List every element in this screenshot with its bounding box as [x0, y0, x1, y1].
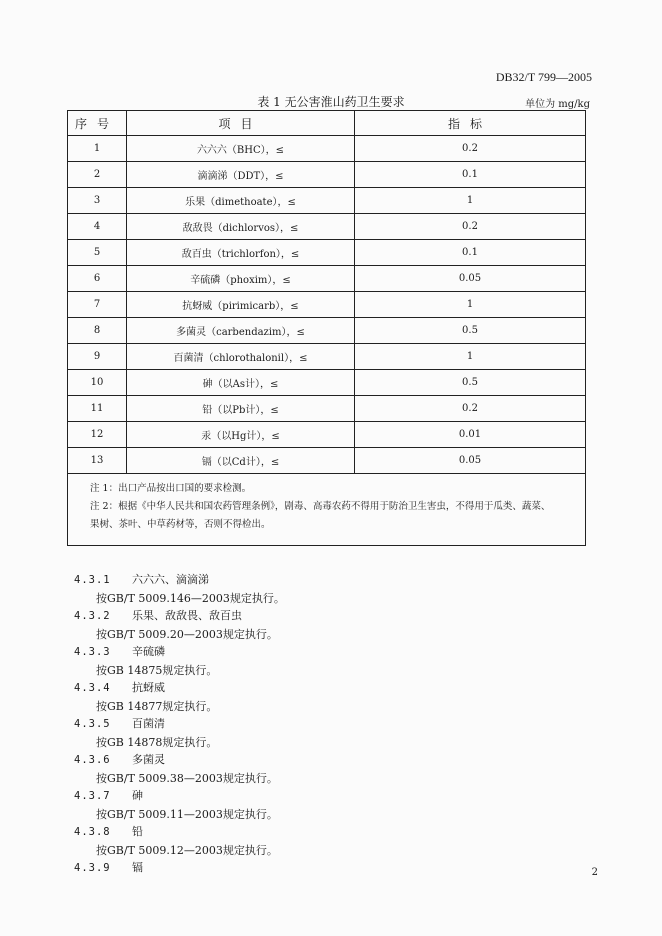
cell-limit: 1 — [355, 292, 586, 318]
unit-label: 单位为 mg/kg — [525, 99, 590, 110]
table-row — [68, 240, 586, 266]
cell-no: 12 — [68, 422, 127, 448]
section-heading — [74, 715, 285, 734]
section-body: 按GB/T 5009.20—2003规定执行。 — [96, 627, 278, 641]
table-title: 表 1 无公害淮山药卫生要求 — [257, 95, 405, 109]
section-title: 抗蚜威 — [132, 681, 165, 694]
cell-item: 铅（以Pb计），≤ — [127, 396, 355, 422]
cell-no: 3 — [68, 188, 127, 214]
page-number: 2 — [591, 867, 598, 878]
section-body: 按GB/T 5009.12—2003规定执行。 — [96, 843, 278, 857]
section-heading — [74, 643, 285, 662]
cell-no: 2 — [68, 162, 127, 188]
section-title: 百菌清 — [132, 717, 165, 730]
section-title: 辛硫磷 — [132, 645, 165, 658]
cell-no: 10 — [68, 370, 127, 396]
section-heading — [74, 751, 285, 770]
notes-row — [68, 474, 586, 546]
cell-no: 8 — [68, 318, 127, 344]
table-row — [68, 396, 586, 422]
section-body: 按GB/T 5009.146—2003规定执行。 — [96, 591, 285, 605]
cell-no: 13 — [68, 448, 127, 474]
note-1: 注 1：出口产品按出口国的要求检测。 — [90, 483, 252, 494]
section-heading — [74, 859, 285, 878]
cell-no: 7 — [68, 292, 127, 318]
section-heading — [74, 679, 285, 698]
residue-limits-table — [67, 110, 585, 550]
cell-item: 六六六（BHC），≤ — [127, 136, 355, 162]
cell-no: 9 — [68, 344, 127, 370]
table-row — [68, 188, 586, 214]
cell-limit: 0.1 — [355, 240, 586, 266]
test-method-sections — [74, 571, 285, 878]
cell-item: 汞（以Hg计），≤ — [127, 422, 355, 448]
table-row — [68, 162, 586, 188]
table-row — [68, 422, 586, 448]
table-row — [68, 344, 586, 370]
section-heading — [74, 787, 285, 806]
section-body: 按GB/T 5009.11—2003规定执行。 — [96, 807, 278, 821]
section-title: 多菌灵 — [132, 753, 165, 766]
cell-no: 1 — [68, 136, 127, 162]
cell-item: 乐果（dimethoate），≤ — [127, 188, 355, 214]
cell-limit: 0.2 — [355, 396, 586, 422]
section-body: 按GB/T 5009.38—2003规定执行。 — [96, 771, 278, 785]
section-body: 按GB 14875规定执行。 — [96, 663, 218, 677]
table-row — [68, 448, 586, 474]
cell-limit: 0.2 — [355, 136, 586, 162]
table-row — [68, 292, 586, 318]
cell-item: 镉（以Cd计），≤ — [127, 448, 355, 474]
header-no: 序号 — [68, 111, 127, 136]
cell-item: 砷（以As计），≤ — [127, 370, 355, 396]
cell-limit: 0.1 — [355, 162, 586, 188]
cell-limit: 0.2 — [355, 214, 586, 240]
section-title: 乐果、敌敌畏、敌百虫 — [132, 609, 242, 622]
table-row — [68, 370, 586, 396]
section-number: 4.3.9 — [74, 862, 111, 874]
section-heading — [74, 823, 285, 842]
cell-limit: 0.5 — [355, 318, 586, 344]
cell-limit: 1 — [355, 188, 586, 214]
document-code: DB32/T 799—2005 — [495, 70, 592, 84]
table-row — [68, 214, 586, 240]
header-limit: 指标 — [355, 111, 586, 136]
note-2: 注 2：根据《中华人民共和国农药管理条例》，剧毒、高毒农药不得用于防治卫生害虫，不得用于瓜类、蔬菜、 — [90, 501, 551, 512]
section-title: 砷 — [132, 789, 143, 802]
section-number: 4.3.2 — [74, 610, 111, 622]
cell-limit: 0.05 — [355, 448, 586, 474]
section-number: 4.3.4 — [74, 682, 111, 694]
cell-item: 敌百虫（trichlorfon），≤ — [127, 240, 355, 266]
section-number: 4.3.6 — [74, 754, 111, 766]
section-number: 4.3.7 — [74, 790, 111, 802]
note-2-continued: 果树、茶叶、中草药材等，否则不得检出。 — [90, 519, 271, 530]
section-body: 按GB 14877规定执行。 — [96, 699, 218, 713]
section-number: 4.3.5 — [74, 718, 111, 730]
table-row — [68, 136, 586, 162]
cell-item: 敌敌畏（dichlorvos），≤ — [127, 214, 355, 240]
cell-no: 4 — [68, 214, 127, 240]
cell-no: 6 — [68, 266, 127, 292]
section-title: 铅 — [132, 825, 143, 838]
table-header-row — [68, 111, 586, 136]
section-heading — [74, 571, 285, 590]
cell-limit: 0.05 — [355, 266, 586, 292]
section-body: 按GB 14878规定执行。 — [96, 735, 218, 749]
cell-limit: 1 — [355, 344, 586, 370]
cell-item: 滴滴涕（DDT），≤ — [127, 162, 355, 188]
cell-item: 多菌灵（carbendazim），≤ — [127, 318, 355, 344]
table-row — [68, 266, 586, 292]
cell-no: 11 — [68, 396, 127, 422]
table-row — [68, 318, 586, 344]
section-number: 4.3.1 — [74, 574, 111, 586]
section-title: 镉 — [132, 861, 143, 874]
table-notes — [68, 474, 586, 546]
section-title: 六六六、滴滴涕 — [132, 573, 209, 586]
cell-item: 抗蚜威（pirimicarb），≤ — [127, 292, 355, 318]
section-heading — [74, 607, 285, 626]
cell-item: 百菌清（chlorothalonil），≤ — [127, 344, 355, 370]
header-item: 项目 — [127, 111, 355, 136]
section-number: 4.3.3 — [74, 646, 111, 658]
section-number: 4.3.8 — [74, 826, 111, 838]
cell-limit: 0.5 — [355, 370, 586, 396]
cell-limit: 0.01 — [355, 422, 586, 448]
cell-no: 5 — [68, 240, 127, 266]
cell-item: 辛硫磷（phoxim），≤ — [127, 266, 355, 292]
